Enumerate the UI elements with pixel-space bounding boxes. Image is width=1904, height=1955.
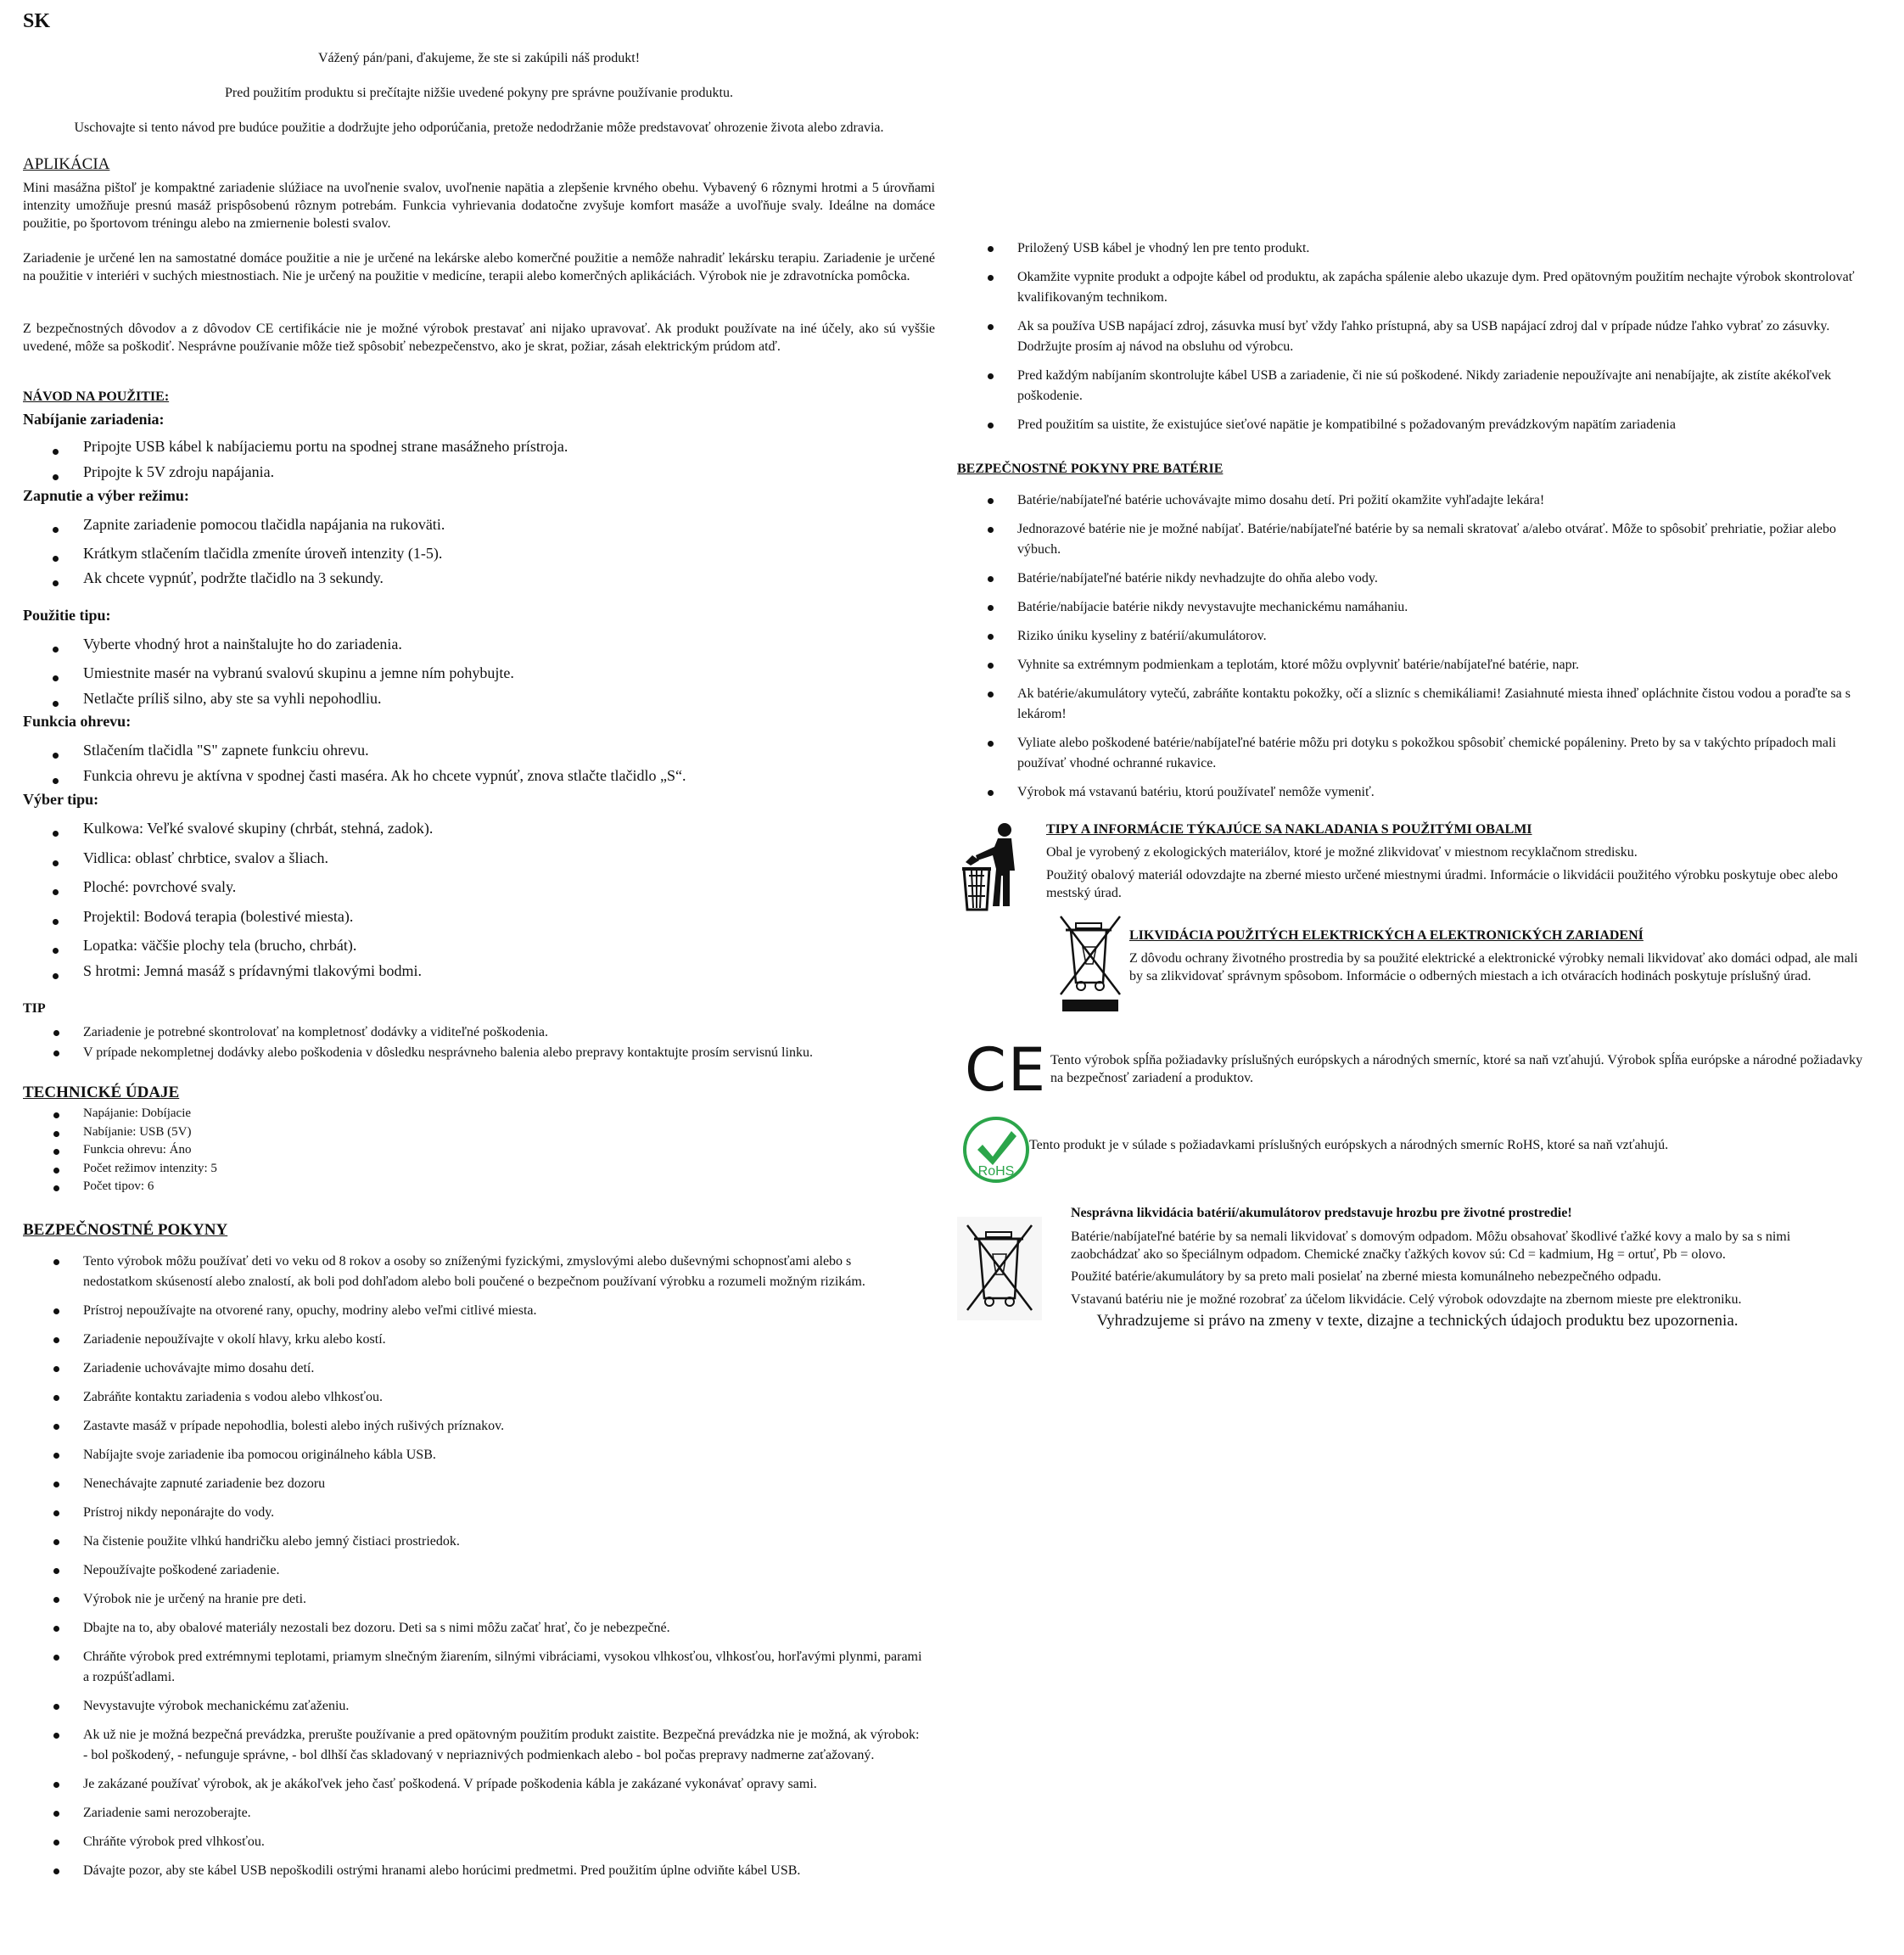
list-item: Ak batérie/akumulátory vytečú, zabráňte kontaktu pokožky, očí a slizníc s chemikáliami! Zasiahnuté miesta ihneď opláchnite čistou vodou a poraďte sa s lekárom! [957, 684, 1873, 725]
tip-list [23, 1022, 935, 1063]
packaging-line-2: Použitý obalový materiál odovzdajte na zberné miesto určené miestnymi úradmi. Informácie o likvidácii použitého výrobku poskytuje obec alebo mestský úrad. [1046, 868, 1839, 900]
list-item: Nenechávajte zapnuté zariadenie bez dozoru [23, 1474, 922, 1494]
list-item: Vyliate alebo poškodené batérie/nabíjateľné batérie môžu pri dotyku s pokožkou spôsobiť chemické popáleniny. Preto by sa v takýchto prípadoch mali používať vhodné ochranné rukavice. [957, 733, 1873, 774]
list-item: Chráňte výrobok pred extrémnymi teplotami, priamym slnečným žiarením, silnými vibráciami, vysokou vlhkosťou, vlhkosťou, horľavými plynmi, parami a rozpúšťadlami. [23, 1647, 922, 1688]
list-item: Pred každým nabíjaním skontrolujte kábel USB a zariadenie, či nie sú poškodené. Nikdy zariadenie nepoužívajte ani nenabíjajte, ak zistíte akékoľvek poškodenie. [957, 366, 1873, 406]
intro-keep-note: Uschovajte si tento návod pre budúce použitie a dodržujte jeho odporúčania, pretože nedodržanie môže predstavovať ohrozenie života alebo zdravia. [74, 120, 884, 135]
list-item: Prístroj nikdy neponárajte do vody. [23, 1503, 922, 1523]
list-item: Dávajte pozor, aby ste kábel USB nepoškodili ostrými hranami alebo horúcimi predmetmi. Pred použitím úplne odviňte kábel USB. [23, 1861, 922, 1881]
list-item: Výrobok nie je určený na hranie pre deti. [23, 1589, 922, 1610]
list-item: Zariadenie je potrebné skontrolovať na kompletnosť dodávky a viditeľné poškodenia. [23, 1022, 935, 1043]
packaging-title: TIPY A INFORMÁCIE TÝKAJÚCE SA NAKLADANIA S POUŽITÝMI OBALMI [1046, 822, 1532, 837]
ce-mark-icon: CE [965, 1035, 1048, 1105]
battery-disposal-title: Nesprávna likvidácia batérií/akumulátorov predstavuje hrozbu pre životné prostredie! [1071, 1206, 1572, 1220]
list-item: Ak už nie je možná bezpečná prevádzka, prerušte používanie a pred opätovným použitím produkt zaistite. Bezpečná prevádzka nie je možná, ak výrobok: - bol poškodený, - nefunguje správne, - bol dlhší čas skladovaný v nepriaznivých podmienkach alebo - bol počas prepravy nadmerne zaťažovaný. [23, 1725, 922, 1766]
language-code: SK [23, 10, 51, 32]
list-item: Výrobok má vstavanú batériu, ktorú používateľ nemôže vymeniť. [957, 782, 1873, 803]
footer-disclaimer: Vyhradzujeme si právo na zmeny v texte, dizajne a technických údajoch produktu bez upozornenia. [1096, 1312, 1739, 1330]
right-safety-list [957, 238, 1873, 444]
tech-title: TECHNICKÉ ÚDAJE [23, 1084, 180, 1101]
list-item: Ak sa používa USB napájací zdroj, zásuvka musí byť vždy ľahko prístupná, aby sa USB napájací zdroj dal v prípade núdze ľahko vybrať zo zásuvky. Dodržujte prosím aj návod na obsluhu od výrobcu. [957, 316, 1873, 357]
safety-list [23, 1252, 922, 1890]
safety-title: BEZPEČNOSTNÉ POKYNY [23, 1221, 228, 1239]
list-item: V prípade nekompletnej dodávky alebo poškodenia v dôsledku nesprávneho balenia alebo prepravy kontaktujte prosím servisnú linku. [23, 1043, 935, 1063]
battery-safety-list [957, 490, 1873, 811]
list-item: Tento výrobok môžu používať deti vo veku od 8 rokov a osoby so zníženými fyzickými, zmyslovými alebo duševnými schopnosťami alebo s nedostatkom skúseností alebo znalostí, ak boli pod dohľadom alebo boli poučené o bezpečnom používaní výrobku a rozumeli možným rizikám. [23, 1252, 922, 1292]
list-item: Počet režimov intenzity: 5 [23, 1160, 935, 1179]
list-item: Vyhnite sa extrémnym podmienkam a teplotám, ktoré môžu ovplyvniť batérie/nabíjateľné batérie, napr. [957, 655, 1873, 675]
packaging-line-1: Obal je vyrobený z ekologických materiálov, ktoré je možné zlikvidovať v miestnom recyklačnom stredisku. [1046, 845, 1638, 860]
rohs-logo-text: RoHS [977, 1164, 1015, 1179]
weee-title: LIKVIDÁCIA POUŽITÝCH ELEKTRICKÝCH A ELEKTRONICKÝCH ZARIADENÍ [1129, 928, 1644, 943]
list-item: Zariadenie sami nerozoberajte. [23, 1803, 922, 1823]
list-item: Riziko úniku kyseliny z batérií/akumulátorov. [957, 626, 1873, 647]
list-item: Nevystavujte výrobok mechanickému zaťaženiu. [23, 1696, 922, 1717]
list-item: Zariadenie nepoužívajte v okolí hlavy, krku alebo kostí. [23, 1330, 922, 1350]
list-item: Zabráňte kontaktu zariadenia s vodou alebo vlhkosťou. [23, 1387, 922, 1408]
list-item: Chráňte výrobok pred vlhkosťou. [23, 1832, 922, 1852]
tip-title: TIP [23, 1001, 46, 1016]
list-item: Nabíjanie: USB (5V) [23, 1123, 935, 1142]
battery-disposal-line-2: Použité batérie/akumulátory by sa preto mali posielať na zberné miesta komunálneho nebezpečného odpadu. [1071, 1269, 1661, 1284]
battery-crossed-bin-icon [957, 1217, 1042, 1320]
list-item: Prístroj nepoužívajte na otvorené rany, opuchy, modriny alebo veľmi citlivé miesta. [23, 1301, 922, 1321]
tips-use-heading: Použitie tipu: [23, 607, 111, 624]
list-item: Nepoužívajte poškodené zariadenie. [23, 1560, 922, 1581]
usage-title: NÁVOD NA POUŽITIE: [23, 389, 170, 404]
rohs-badge-icon [962, 1116, 1030, 1184]
tidyman-recycle-icon [959, 821, 1028, 913]
mode-heading: Zapnutie a výber režimu: [23, 487, 189, 504]
charging-heading: Nabíjanie zariadenia: [23, 411, 165, 428]
battery-disposal-line-1: Batérie/nabíjateľné batérie by sa nemali likvidovať s domovým odpadom. Môžu obsahovať škodlivé ťažké kovy a malo by sa s nimi zaobchádzať ako so špeciálnym odpadom. Chemické značky ťažkých kovov sú: Cd = kadmium, Hg = ortuť, Pb = olovo. [1071, 1230, 1791, 1262]
application-title: APLIKÁCIA [23, 155, 110, 173]
list-item: Napájanie: Dobíjacie [23, 1105, 935, 1123]
intro-greeting: Vážený pán/pani, ďakujeme, že ste si zakúpili náš produkt! [317, 51, 641, 65]
list-item: Jednorazové batérie nie je možné nabíjať. Batérie/nabíjateľné batérie by sa nemali skratovať a/alebo otvárať. Môže to spôsobiť prehriatie, požiar alebo výbuch. [957, 519, 1873, 560]
list-item: Dbajte na to, aby obalové materiály nezostali bez dozoru. Deti sa s nimi môžu začať hrať, čo je nebezpečné. [23, 1618, 922, 1639]
weee-text: Z dôvodu ochrany životného prostredia by sa použité elektrické a elektronické výrobky nemali likvidovať ako domáci odpad, ale mali by sa zlikvidovať správnym spôsobom. Informácie o odberných miestach a ich otváracích hodinách poskytuje príslušný úrad. [1129, 951, 1858, 983]
intro-read-note: Pred použitím produktu si prečítajte nižšie uvedené pokyny pre správne používanie produktu. [225, 86, 733, 100]
crossed-bin-icon [1057, 913, 1125, 1013]
application-paragraph-1: Mini masážna pištoľ je kompaktné zariadenie slúžiace na uvoľnenie svalov, uvoľnenie napätia a zlepšenie krvného obehu. Vybavený 6 rôznymi hrotmi a 5 úrovňami intenzity umožňuje presnú masáž prispôsobenú rôznym potrebám. Funkcia vyhrievania dodatočne zvyšuje komfort masáže a uvoľňuje svaly. Ideálne na domáce použitie, po športovom tréningu alebo na zmiernenie bolesti svalov. [23, 181, 935, 231]
list-item: Priložený USB kábel je vhodný len pre tento produkt. [957, 238, 1873, 259]
ce-text: Tento výrobok spĺňa požiadavky príslušných európskych a národných smerníc, ktoré sa naň vzťahujú. Výrobok spĺňa európske a národné požiadavky na bezpečnosť zariadení a produktov. [1050, 1053, 1863, 1085]
battery-disposal-line-3: Vstavanú batériu nie je možné rozobrať za účelom likvidácie. Celý výrobok odovzdajte na zbernom mieste pre elektroniku. [1071, 1292, 1742, 1307]
list-item: Pred použitím sa uistite, že existujúce sieťové napätie je kompatibilné s požadovaným prevádzkovým napätím zariadenia [957, 415, 1873, 435]
list-item: Nabíjajte svoje zariadenie iba pomocou originálneho kábla USB. [23, 1445, 922, 1465]
application-paragraph-2: Zariadenie je určené len na samostatné domáce použitie a nie je určené na lekárske alebo komerčné použitie a nemôže nahradiť lekársku terapiu. Zariadenie je určené na použitie v interiéri v suchých miestnostiach. Nie je určený na použitie v medicíne, terapii alebo komerčných aplikáciách. Výrobok nie je zdravotnícka pomôcka. [23, 251, 935, 283]
list-item: Batérie/nabíjateľné batérie uchovávajte mimo dosahu detí. Pri požití okamžite vyhľadajte lekára! [957, 490, 1873, 511]
rohs-text: Tento produkt je v súlade s požiadavkami príslušných európskych a národných smerníc RoHS, ktoré sa naň vzťahujú. [1029, 1138, 1669, 1152]
battery-safety-title: BEZPEČNOSTNÉ POKYNY PRE BATÉRIE [957, 462, 1224, 476]
list-item: Okamžite vypnite produkt a odpojte kábel od produktu, ak zapácha spálenie alebo ukazuje dym. Pred opätovným použitím nechajte výrobok skontrolovať kvalifikovaným technikom. [957, 267, 1873, 308]
tip-select-heading: Výber tipu: [23, 791, 99, 808]
list-item: Počet tipov: 6 [23, 1178, 935, 1196]
list-item: Batérie/nabíjacie batérie nikdy nevystavujte mechanickému namáhaniu. [957, 597, 1873, 618]
list-item: Na čistenie použite vlhkú handričku alebo jemný čistiaci prostriedok. [23, 1532, 922, 1552]
list-item: Zariadenie uchovávajte mimo dosahu detí. [23, 1358, 922, 1379]
list-item: Funkcia ohrevu: Áno [23, 1141, 935, 1160]
list-item: Je zakázané používať výrobok, ak je akákoľvek jeho časť poškodená. V prípade poškodenia kábla je zakázané vykonávať opravy sami. [23, 1774, 922, 1795]
list-item: Zastavte masáž v prípade nepohodlia, bolesti alebo iných rušivých príznakov. [23, 1416, 922, 1437]
list-item: Batérie/nabíjateľné batérie nikdy nevhadzujte do ohňa alebo vody. [957, 569, 1873, 589]
tech-list [23, 1105, 935, 1196]
heat-heading: Funkcia ohrevu: [23, 713, 132, 730]
application-paragraph-3: Z bezpečnostných dôvodov a z dôvodov CE certifikácie nie je možné výrobok prestavať ani nijako upravovať. Ak produkt používate na iné účely, ako sú vyššie uvedené, môže sa poškodiť. Nesprávne používanie môže tiež spôsobiť nebezpečenstvo, ako je skrat, požiar, zásah elektrickým prúdom atď. [23, 322, 935, 354]
